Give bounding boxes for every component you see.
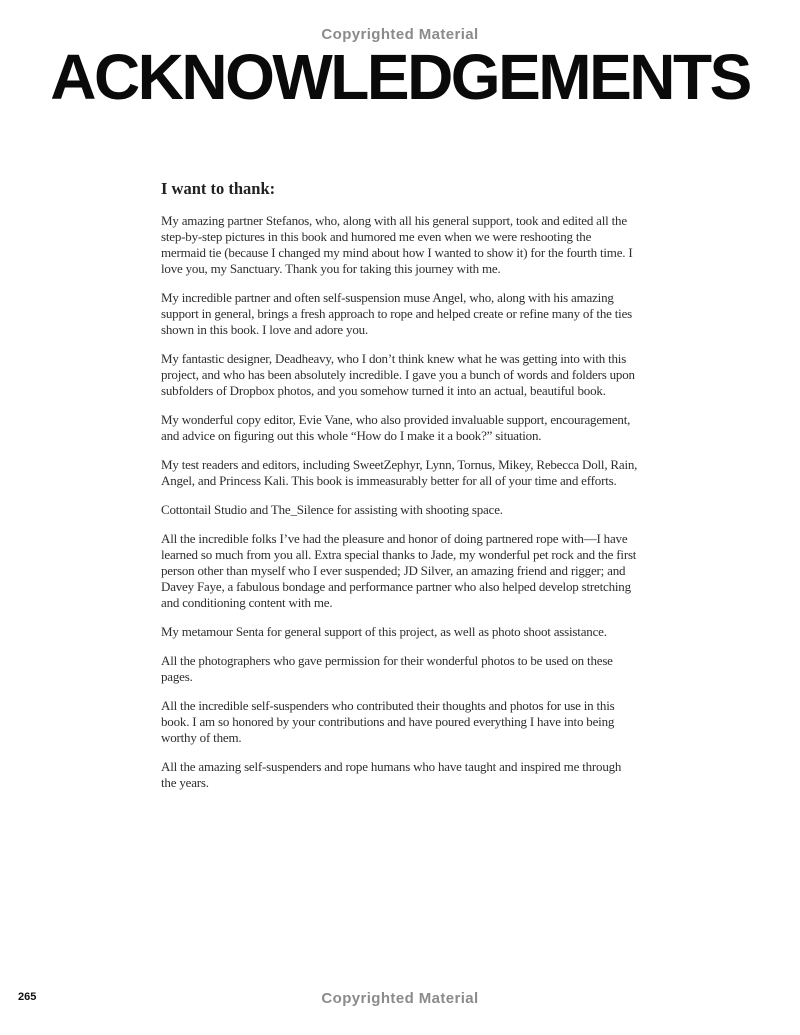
- acknowledgement-paragraph: My incredible partner and often self-suspension muse Angel, who, along with his amazing support in general, brings a fresh approach to rope and helped create or refine many of the ties shown in this book. I love and adore you.: [161, 290, 632, 337]
- acknowledgement-paragraph: My amazing partner Stefanos, who, along with all his general support, took and edited all the step-by-step pictures in this book and humored me even when we were reshooting the mermaid tie (because I changed my mind about how I wanted to show it) for the fourth time. I love you, my Sanctuary. Thank you for taking this journey with me.: [161, 213, 633, 276]
- acknowledgement-paragraph: My test readers and editors, including SweetZephyr, Lynn, Tornus, Mikey, Rebecca Doll, Rain, Angel, and Princess Kali. This book is immeasurably better for all of your time and efforts.: [161, 457, 638, 488]
- copyright-watermark-bottom: Copyrighted Material: [321, 990, 479, 1007]
- acknowledgements-body: [161, 180, 639, 804]
- acknowledgement-paragraph: All the incredible folks I’ve had the pleasure and honor of doing partnered rope with—I have learned so much from you all. Extra special thanks to Jade, my wonderful pet rock and the first person other than myself who I ever suspended; JD Silver, an amazing friend and rigger; and Davey Faye, a fabulous bondage and performance partner who also helped develop stretching and conditioning content with me.: [161, 531, 637, 610]
- page-number: 265: [18, 991, 37, 1003]
- section-heading: I want to thank:: [161, 179, 276, 198]
- acknowledgement-paragraph: My wonderful copy editor, Evie Vane, who also provided invaluable support, encouragement, and advice on figuring out this whole “How do I make it a book?” situation.: [161, 412, 631, 443]
- acknowledgement-paragraph: All the incredible self-suspenders who contributed their thoughts and photos for use in this book. I am so honored by your contributions and have poured everything I have into being worthy of them.: [161, 698, 615, 745]
- acknowledgement-paragraph: Cottontail Studio and The_Silence for assisting with shooting space.: [161, 502, 503, 517]
- acknowledgement-paragraph: All the photographers who gave permission for their wonderful photos to be used on these pages.: [161, 653, 613, 684]
- acknowledgement-paragraph: All the amazing self-suspenders and rope humans who have taught and inspired me through the years.: [161, 759, 622, 790]
- page-title: ACKNOWLEDGEMENTS: [50, 41, 750, 113]
- acknowledgement-paragraph: My fantastic designer, Deadheavy, who I don’t think knew what he was getting into with this project, and who has been absolutely incredible. I gave you a bunch of words and folders upon subfolders of Dropbox photos, and you somehow turned it into an actual, beautiful book.: [161, 351, 635, 398]
- copyright-watermark-top: Copyrighted Material: [321, 26, 479, 43]
- acknowledgement-paragraph: My metamour Senta for general support of this project, as well as photo shoot assistance.: [161, 624, 607, 639]
